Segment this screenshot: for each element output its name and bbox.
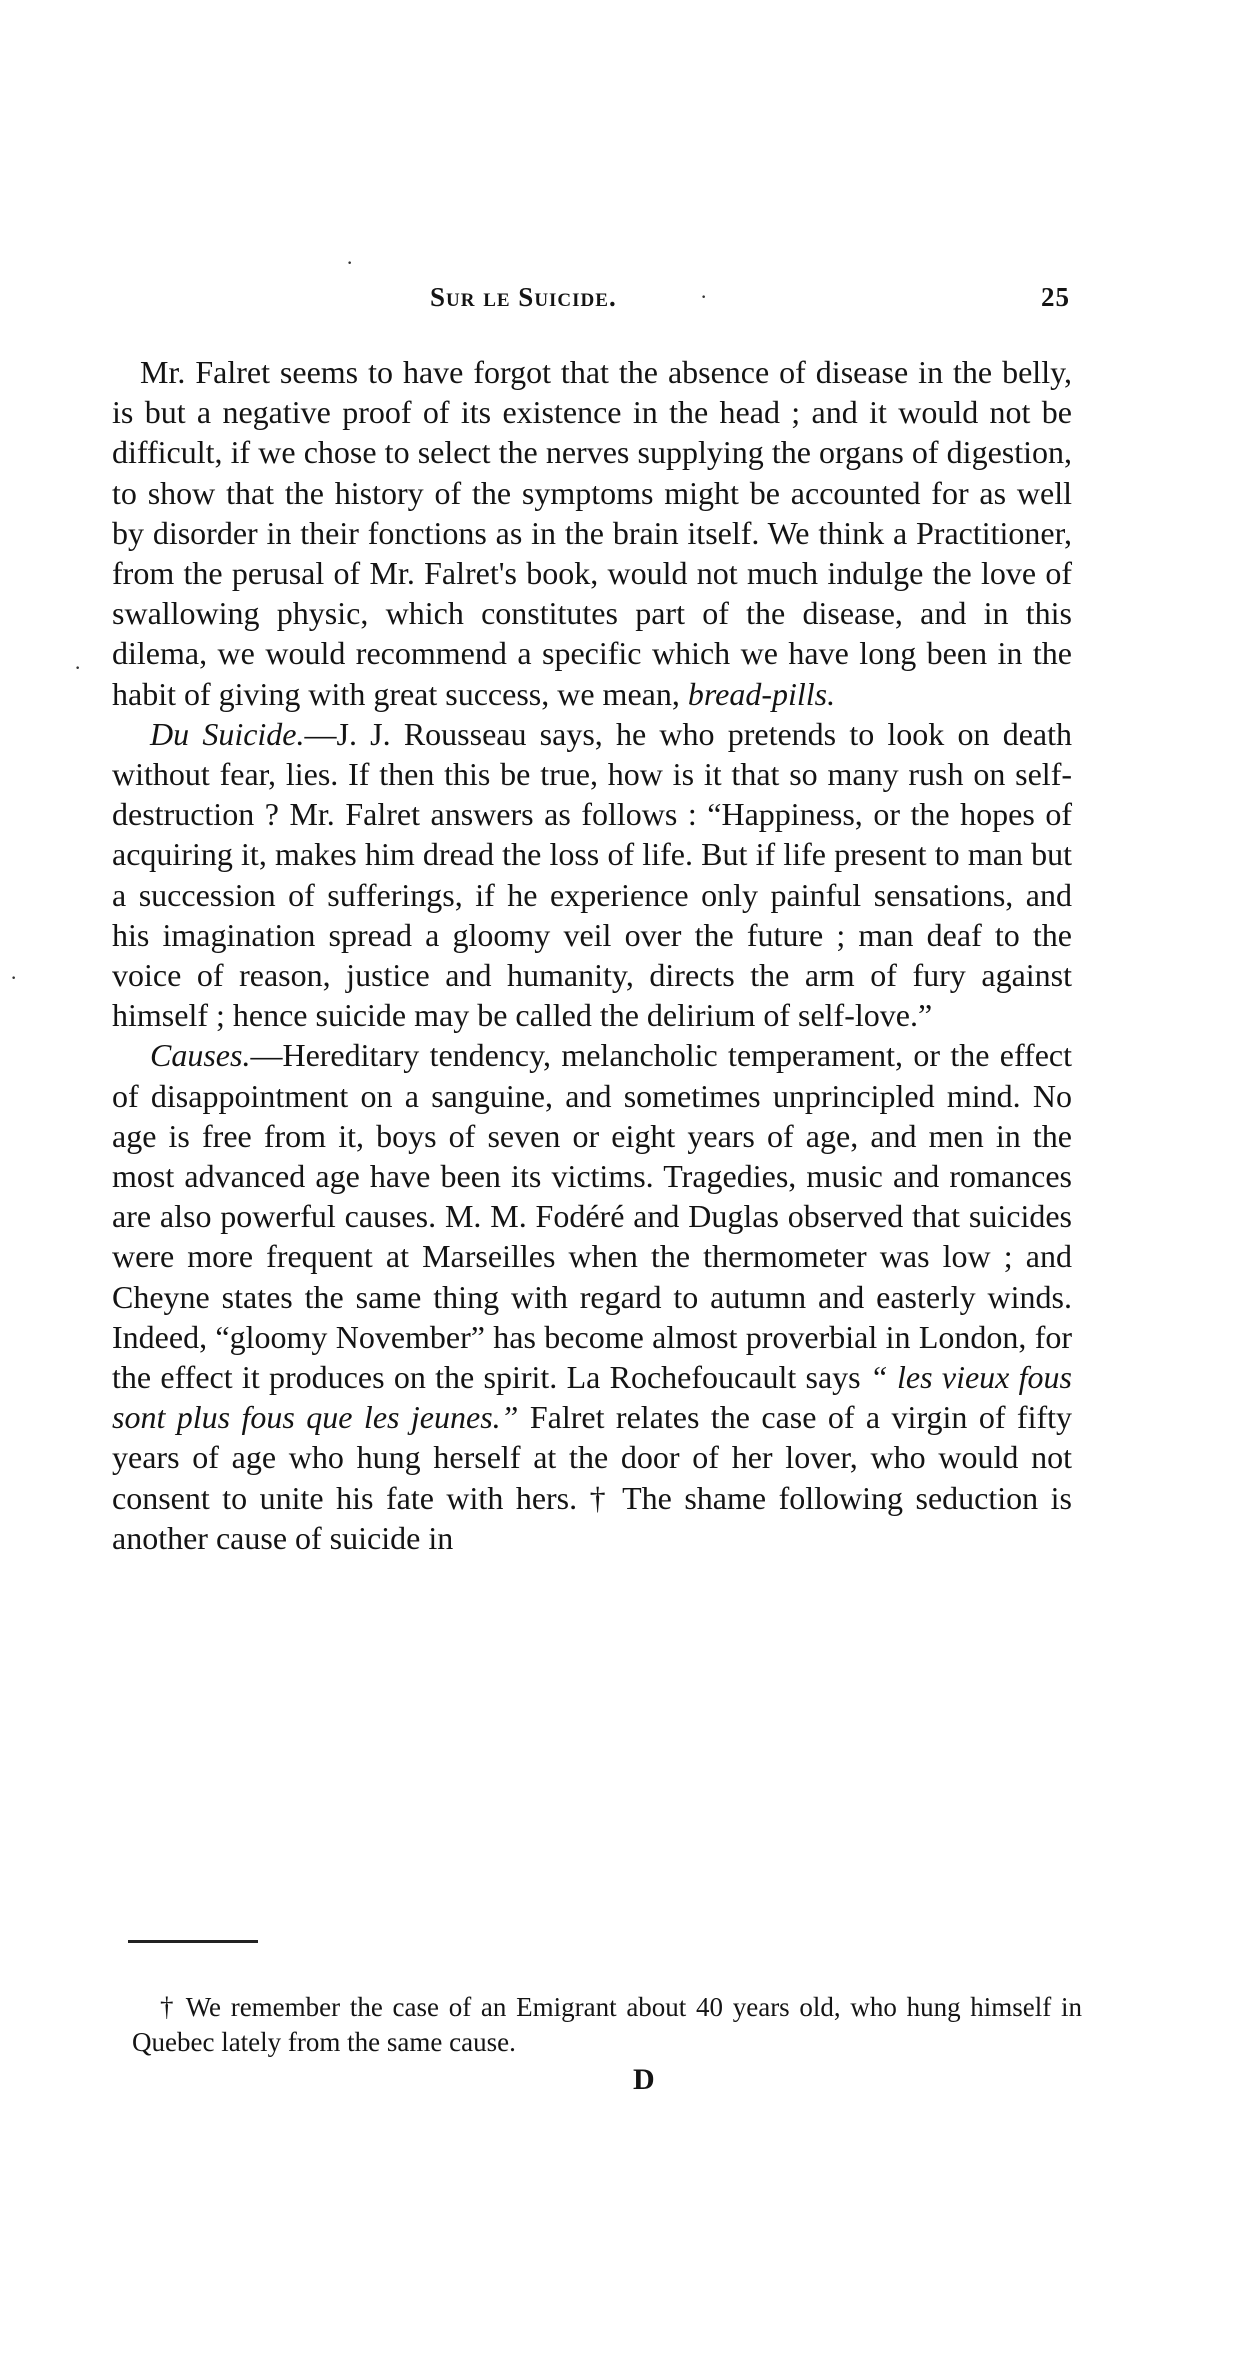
- running-head: [430, 282, 1070, 322]
- italic-phrase: bread-pills.: [687, 675, 836, 712]
- main-text: [112, 352, 1072, 1558]
- footnote-text: † We remember the case of an Emigrant about 40 years old, who hung himself in Quebec lately from the same cause.: [132, 1992, 1082, 2057]
- stray-ink-mark: ·: [10, 965, 18, 990]
- paragraph-text: —J. J. Rousseau says, he who pretends to look on death without fear, lies. If then this be true, how is it that so many rush on self-destruction ? Mr. Falret answers as follows : “Happiness, or the hopes of acquiring it, makes him dread the loss of life. But if life present to man but a succession of sufferings, if he experience only painful sensations, and his imagination spread a gloomy veil over the future ; man deaf to the voice of reason, justice and humanity, directs the arm of fury against himself ; hence suicide may be called the delirium of self-love.”: [112, 715, 1072, 1034]
- paragraph-text: —Hereditary tendency, melancholic temperament, or the effect of disappointment on a sanguine, and sometimes unprincipled mind. No age is free from it, boys of seven or eight years of age, and men in the most advanced age have been its victims. Tragedies, music and romances are also powerful causes. M. M. Fodéré and Duglas observed that suicides were more frequent at Marseilles when the thermometer was low ; and Cheyne states the same thing with regard to autumn and easterly winds. Indeed, “gloomy November” has become almost proverbial in London, for the effect it produces on the spirit. La Rochefoucault says: [112, 1037, 1072, 1396]
- paragraph-text: Falret relates the case of a virgin of fifty years of age who hung herself at the door of her lover, who would not consent to unite his fate with hers. † The shame following seduction is another cause of suicide in: [112, 1399, 1072, 1556]
- italic-quote: “ les vieux fous sont plus fous que les jeunes.”: [112, 1359, 1072, 1436]
- signature-mark: D: [633, 2063, 655, 2096]
- page-number: 25: [1041, 282, 1070, 312]
- paragraph-text: Mr. Falret seems to have forgot that the absence of disease in the belly, is but a negative proof of its existence in the head ; and it would not be difficult, if we chose to select the nerves supplying the organs of digestion, to show that the history of the symptoms might be accounted for as well by disorder in their fonctions as in the brain itself. We think a Practitioner, from the perusal of Mr. Falret's book, would not much indulge the love of swallowing physic, which constitutes part of the disease, and in this dilema, we would recommend a specific which we have long been in the habit of giving with great success, we mean,: [112, 354, 1072, 712]
- paragraph: [112, 352, 1072, 714]
- footnote: [132, 1990, 1082, 2060]
- stray-ink-mark: ·: [74, 655, 82, 680]
- section-heading: Du Suicide.: [150, 715, 305, 752]
- section-heading: Causes.: [150, 1037, 251, 1074]
- footnote-rule: [128, 1940, 258, 1943]
- stray-ink-mark: ·: [700, 284, 708, 309]
- running-title: Sur le Suicide.: [430, 282, 617, 312]
- stray-ink-mark: ·: [346, 250, 354, 275]
- paragraph: [112, 714, 1072, 1036]
- paragraph: [112, 1035, 1072, 1558]
